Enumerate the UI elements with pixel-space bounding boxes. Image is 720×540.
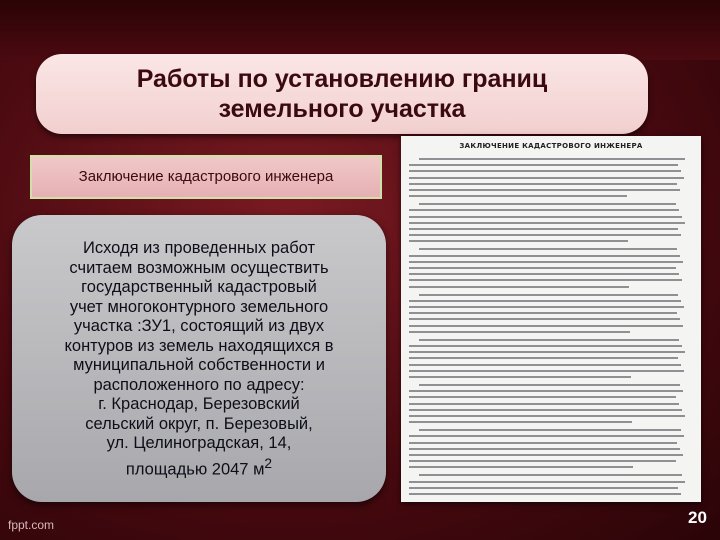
document-text-line <box>409 209 679 211</box>
document-text-line <box>409 487 678 489</box>
document-text-line <box>409 415 685 417</box>
document-text-line <box>409 183 677 185</box>
page-number: 20 <box>688 508 707 527</box>
document-title: ЗАКЛЮЧЕНИЕ КАДАСТРОВОГО ИНЖЕНЕРА <box>459 142 643 150</box>
document-text-line <box>419 294 678 296</box>
document-text-line <box>409 164 678 166</box>
document-text-line <box>409 267 676 269</box>
document-text-line <box>409 261 683 263</box>
slide-title-line2: земельного участка <box>218 95 466 123</box>
body-line: сельский округ, п. Березовый, <box>85 414 313 433</box>
slide-title-box <box>36 54 648 134</box>
document-text-line <box>409 357 678 359</box>
document-text-line <box>409 222 685 224</box>
document-text-line <box>409 273 679 275</box>
document-text-line <box>419 339 679 341</box>
document-text-line <box>409 177 684 179</box>
slide-title-line1: Работы по установлению границ <box>136 65 548 93</box>
document-text-line <box>409 454 683 456</box>
document-text-line <box>409 300 681 302</box>
document-text-line <box>409 228 678 230</box>
document-text-line <box>409 442 677 444</box>
body-line: участка :ЗУ1, состоящий из двух <box>73 317 325 335</box>
document-text-line <box>419 429 681 431</box>
conclusion-text-box <box>12 215 386 502</box>
body-line: считаем возможным осуществить <box>69 258 329 277</box>
document-text-line <box>409 364 681 366</box>
body-line: Исходя из проведенных работ <box>82 239 316 257</box>
document-text-line <box>409 189 680 191</box>
document-text-line <box>409 351 685 353</box>
body-line: расположенного по адресу: <box>93 375 305 394</box>
document-text-line <box>409 370 684 372</box>
area-superscript: 2 <box>264 455 273 471</box>
document-text-line <box>419 384 680 386</box>
document-text-line <box>409 331 630 333</box>
document-text-line <box>409 325 683 327</box>
document-text-line <box>409 481 685 483</box>
document-text-line <box>409 170 681 172</box>
document-text-line <box>409 255 680 257</box>
top-band <box>0 0 720 60</box>
footer-logo: fppt.com <box>8 518 55 532</box>
document-text-line <box>409 216 682 218</box>
document-text-line <box>409 195 627 197</box>
document-text-line <box>409 448 680 450</box>
body-area-line <box>12 454 386 480</box>
document-text-line <box>409 312 677 314</box>
body-line: муниципальной собственности и <box>73 356 325 374</box>
document-text-line <box>409 403 679 405</box>
document-text-line <box>419 248 677 250</box>
area-text: площадью 2047 м <box>125 460 265 478</box>
body-line: контуров из земель находящихся в <box>64 336 334 355</box>
document-text-line <box>419 474 682 476</box>
document-text-line <box>409 240 628 242</box>
body-line: государственный кадастровый <box>81 278 317 296</box>
document-text-line <box>409 435 684 437</box>
body-line: ул. Целиноградская, 14, <box>106 434 292 452</box>
document-text-line <box>409 234 681 236</box>
document-text-line <box>419 158 685 160</box>
document-text-line <box>409 279 682 281</box>
body-line: учет многоконтурного земельного <box>69 297 329 316</box>
document-text-line <box>409 345 682 347</box>
document-text-line <box>409 421 632 423</box>
document-text-line <box>409 376 631 378</box>
subtitle-bar <box>30 155 382 199</box>
document-text-line <box>409 286 629 288</box>
document-text-line <box>409 306 684 308</box>
body-line: г. Краснодар, Березовский <box>98 395 300 413</box>
document-text-line <box>409 318 680 320</box>
document-text-line <box>409 466 633 468</box>
document-text-line <box>409 460 676 462</box>
subtitle-text: Заключение кадастрового инженера <box>78 168 334 185</box>
document-text-line <box>409 390 683 392</box>
document-text-line <box>409 493 681 495</box>
document-scan <box>401 136 701 502</box>
document-text-line <box>409 409 682 411</box>
document-text-line <box>419 203 676 205</box>
document-text-line <box>409 396 676 398</box>
